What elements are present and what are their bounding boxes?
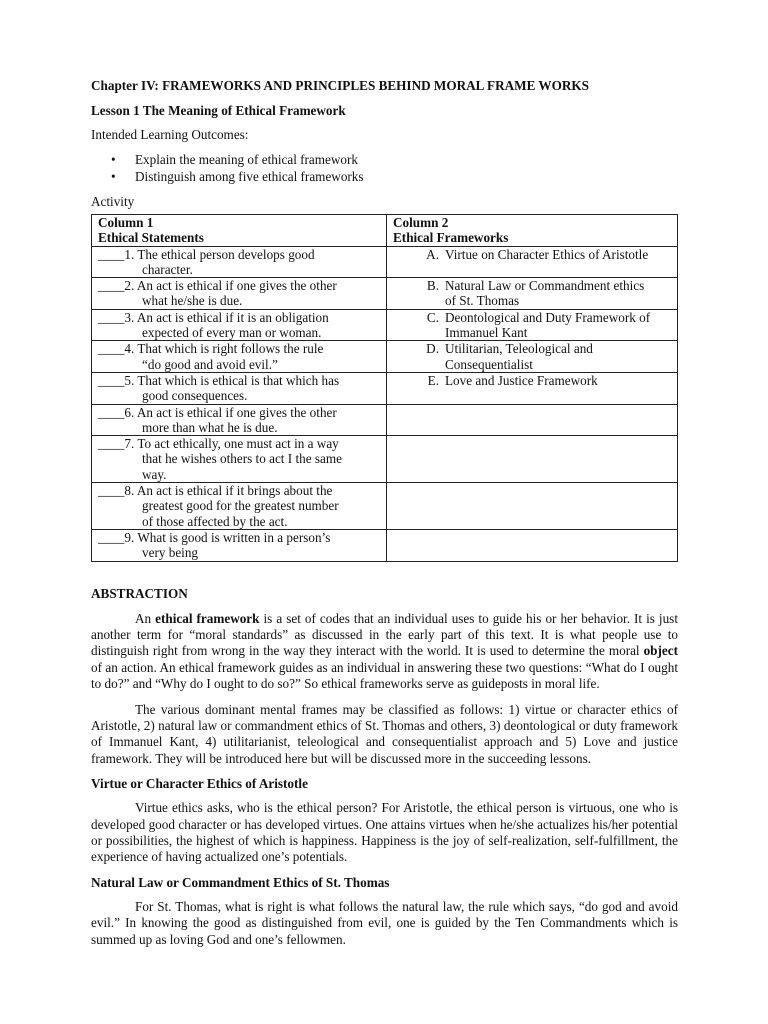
ethical-framework-cell	[387, 278, 678, 310]
bullet-icon: •	[111, 152, 116, 167]
natural-law-heading: Natural Law or Commandment Ethics of St. Thomas	[91, 874, 390, 890]
natural-law-paragraph: For St. Thomas, what is right is what follows the natural law, the rule which says, “do god and avoid evil.” In knowing the good as distinguished from evil, one is guided by the Ten Commandments which is summed up as loving God and one’s fellowmen.	[91, 898, 678, 947]
table-row	[92, 529, 678, 561]
abstraction-paragraph-1	[91, 611, 678, 693]
column2-header-subtitle: Ethical Frameworks	[393, 230, 509, 246]
column1-header-subtitle: Ethical Statements	[98, 230, 204, 246]
answer-blank: ____	[98, 309, 125, 325]
framework-text: Deontological and Duty Framework of	[445, 309, 651, 325]
statement-text: 6. An act is ethical if one gives the other	[124, 404, 337, 420]
table-row	[92, 278, 678, 310]
framework-text-continued: Immanuel Kant	[445, 325, 528, 341]
answer-blank: ____	[98, 483, 125, 499]
activity-table	[91, 214, 678, 562]
answer-blank: ____	[98, 529, 125, 545]
bullet-icon: •	[111, 169, 116, 184]
framework-text: Virtue on Character Ethics of Aristotle	[445, 246, 649, 262]
answer-blank: ____	[98, 278, 125, 294]
statement-text: 2. An act is ethical if one gives the other	[124, 278, 337, 294]
outcome-text: Distinguish among five ethical frameworks	[135, 169, 364, 184]
ethical-framework-cell	[387, 341, 678, 373]
framework-text: Love and Justice Framework	[445, 372, 598, 388]
outcome-text: Explain the meaning of ethical framework	[135, 152, 359, 167]
statement-text-continued: “do good and avoid evil.”	[142, 356, 278, 372]
lesson-title: Lesson 1 The Meaning of Ethical Framework	[91, 103, 346, 118]
ethical-framework-cell	[387, 529, 678, 561]
ethical-framework-cell	[387, 309, 678, 341]
ethical-framework-cell	[387, 483, 678, 530]
bold-term: object	[643, 643, 678, 659]
framework-letter: B.	[426, 278, 439, 294]
statement-text: 8. An act is ethical if it brings about the	[124, 483, 333, 499]
framework-text: Utilitarian, Teleological and	[445, 341, 593, 357]
ethical-statement-cell	[92, 529, 387, 561]
ethical-statement-cell	[92, 278, 387, 310]
abstraction-paragraph-2: The various dominant mental frames may be classified as follows: 1) virtue or character ethics of Aristotle, 2) natural law or commandment ethics of St. Thomas and others, 3) deontological or duty framework of Immanuel Kant, 4) utilitarianist, teleological and consequentialist approach and 5) Love and justice framework. They will be introduced here but will be discussed more in the succeeding lessons.	[91, 701, 678, 766]
text-run: of an action. An ethical framework guides as an individual in answering these two questions: “What do I ought to do?” and “Why do I ought to do so?” So ethical frameworks serve as guideposts in moral life.	[91, 659, 678, 692]
ethical-statement-cell	[92, 309, 387, 341]
activity-label: Activity	[91, 194, 135, 209]
bold-term: ethical framework	[155, 610, 260, 626]
statement-text-continued: more than what he is due.	[142, 419, 278, 435]
statement-text: 9. What is good is written in a person’s	[124, 529, 331, 545]
table-body	[92, 246, 678, 561]
statement-text: 1. The ethical person develops good	[124, 246, 315, 262]
table-row	[92, 436, 678, 483]
ethical-framework-cell	[387, 372, 678, 404]
text-run: An	[135, 610, 156, 626]
framework-letter: A.	[426, 246, 439, 262]
statement-text-continued: way.	[142, 466, 167, 482]
virtue-ethics-paragraph: Virtue ethics asks, who is the ethical person? For Aristotle, the ethical person is virtuous, one who is developed good character or has developed virtues. One attains virtues when he/she actualizes his/her potential or possibilities, the highest of which is happiness. Happiness is the joy of self-realization, self-fulfillment, the experience of having actualized one’s potentials.	[91, 800, 678, 865]
table-header-row	[92, 215, 678, 247]
document-page	[91, 78, 678, 957]
answer-blank: ____	[98, 404, 125, 420]
framework-letter: D.	[426, 341, 439, 357]
table-row	[92, 246, 678, 278]
answer-blank: ____	[98, 372, 125, 388]
framework-text: Natural Law or Commandment ethics	[445, 278, 645, 294]
statement-text-continued: character.	[142, 261, 193, 277]
statement-text: 3. An act is ethical if it is an obligation	[124, 309, 329, 325]
table-row	[92, 372, 678, 404]
column2-header	[387, 215, 678, 247]
statement-text-continued: good consequences.	[142, 388, 248, 404]
framework-text-continued: of St. Thomas	[445, 293, 520, 309]
answer-blank: ____	[98, 436, 125, 452]
answer-blank: ____	[98, 341, 125, 357]
statement-text-continued: what he/she is due.	[142, 293, 243, 309]
list-item	[91, 151, 678, 168]
abstraction-heading: ABSTRACTION	[91, 585, 188, 601]
learning-outcomes-heading: Intended Learning Outcomes:	[91, 127, 249, 142]
ethical-statement-cell	[92, 436, 387, 483]
ethical-framework-cell	[387, 246, 678, 278]
ethical-statement-cell	[92, 404, 387, 436]
table-row	[92, 483, 678, 530]
table-row	[92, 341, 678, 373]
column2-header-title: Column 2	[393, 215, 449, 230]
learning-outcomes-list	[91, 151, 678, 185]
ethical-framework-cell	[387, 436, 678, 483]
statement-text-continued: greatest good for the greatest number	[142, 498, 339, 514]
framework-text-continued: Consequentialist	[445, 356, 533, 372]
statement-text: 5. That which is ethical is that which has	[124, 372, 340, 388]
statement-text-continued: expected of every man or woman.	[142, 325, 322, 341]
statement-text-continued: that he wishes others to act I the same	[142, 451, 342, 467]
framework-letter: C.	[426, 309, 439, 325]
ethical-statement-cell	[92, 483, 387, 530]
text-run: is a set of codes that an individual uses to guide his or her behavior. It is just another term for “moral standards” as discussed in the early part of this text. It is what people use to distinguish right from wrong in the way they interact with the world. It is used to determine the moral	[91, 610, 678, 659]
statement-text-continued: very being	[142, 545, 199, 561]
column1-header-title: Column 1	[98, 215, 154, 230]
table-row	[92, 309, 678, 341]
virtue-ethics-heading: Virtue or Character Ethics of Aristotle	[91, 776, 308, 792]
column1-header	[92, 215, 387, 247]
ethical-statement-cell	[92, 372, 387, 404]
statement-text: 7. To act ethically, one must act in a way	[124, 436, 339, 452]
answer-blank: ____	[98, 246, 125, 262]
statement-text-continued: of those affected by the act.	[142, 513, 288, 529]
table-row	[92, 404, 678, 436]
list-item	[91, 168, 678, 185]
framework-letter: E.	[427, 372, 439, 388]
ethical-statement-cell	[92, 246, 387, 278]
ethical-statement-cell	[92, 341, 387, 373]
statement-text: 4. That which is right follows the rule	[124, 341, 324, 357]
chapter-title: Chapter IV: FRAMEWORKS AND PRINCIPLES BEHIND MORAL FRAME WORKS	[91, 78, 589, 93]
ethical-framework-cell	[387, 404, 678, 436]
